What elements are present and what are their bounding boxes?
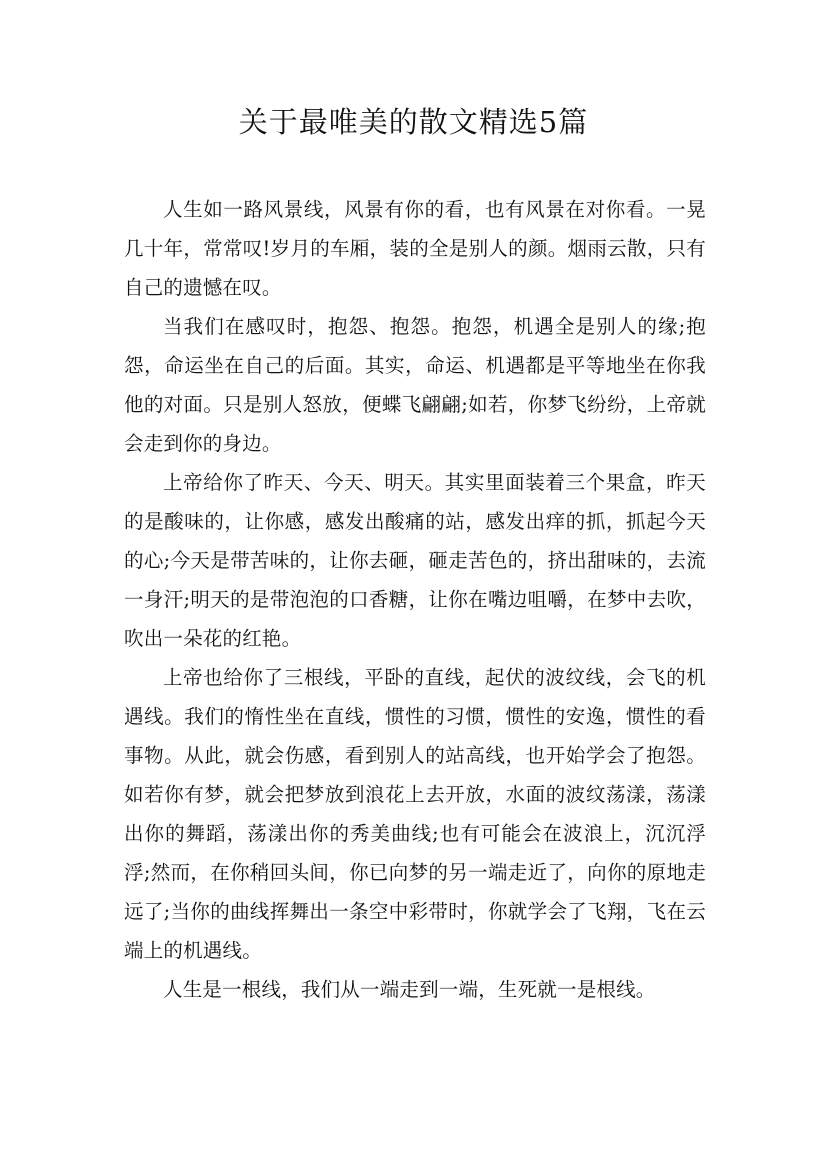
paragraph-2: 当我们在感叹时，抱怨、抱怨。抱怨，机遇全是别人的缘;抱怨，命运坐在自己的后面。其实，命运、机遇都是平等地坐在你我他的对面。只是别人怒放，便蝶飞翩翩;如若，你梦飞纷纷，上帝就会走到你的身边。 xyxy=(124,315,706,455)
paragraph-4: 上帝也给你了三根线，平卧的直线，起伏的波纹线，会飞的机遇线。我们的惰性坐在直线，惯性的习惯，惯性的安逸，惯性的看事物。从此，就会伤感，看到别人的站高线，也开始学会了抱怨。如若你有梦，就会把梦放到浪花上去开放，水面的波纹荡漾，荡漾出你的舞蹈，荡漾出你的秀美曲线;也有可能会在波浪上，沉沉浮浮;然而，在你稍回头间，你已向梦的另一端走近了，向你的原地走远了;当你的曲线挥舞出一条空中彩带时，你就学会了飞翔，飞在云端上的机遇线。 xyxy=(124,666,706,962)
paragraph-5: 人生是一根线，我们从一端走到一端，生死就一是根线。 xyxy=(163,978,656,1001)
document-title: 关于最唯美的散文精选5篇 xyxy=(238,105,589,139)
paragraph-3: 上帝给你了昨天、今天、明天。其实里面装着三个果盒，昨天的是酸味的，让你感，感发出酸痛的站，感发出痒的抓，抓起今天的心;今天是带苦味的，让你去砸，砸走苦色的，挤出甜味的，去流一身汗;明天的是带泡泡的口香糖，让你在嘴边咀嚼，在梦中去吹，吹出一朵花的红艳。 xyxy=(124,471,706,650)
document-body xyxy=(124,190,706,1009)
paragraph-1: 人生如一路风景线，风景有你的看，也有风景在对你看。一晃几十年，常常叹!岁月的车厢，装的全是别人的颜。烟雨云散，只有自己的遗憾在叹。 xyxy=(124,198,706,299)
